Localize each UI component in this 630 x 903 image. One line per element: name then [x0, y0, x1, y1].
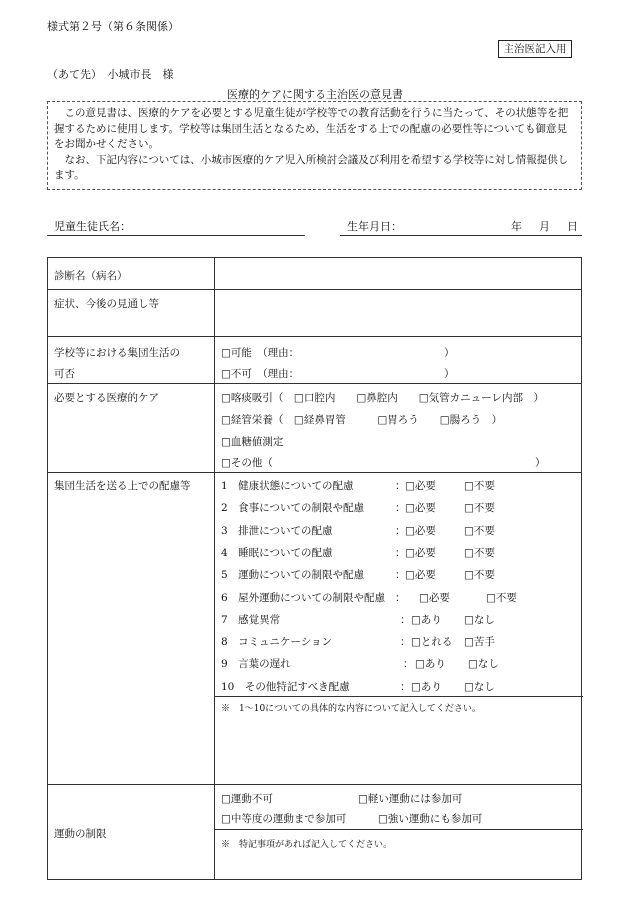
group-life-impossible-close: ）: [444, 368, 455, 380]
exercise-moderate-checkbox[interactable]: □中等度の運動まで参加可: [221, 813, 347, 825]
row-divider: [48, 472, 581, 473]
symptoms-label: 症状、今後の見通し等: [54, 298, 159, 310]
medical-care-label: 必要とする医療的ケア: [54, 392, 159, 404]
care-tube-feeding-line[interactable]: □経管栄養（ □経鼻胃管 □胃ろう □腸ろう ）: [221, 414, 503, 426]
consideration-option-2-checkbox[interactable]: □苦手: [464, 636, 495, 649]
exercise-none-checkbox[interactable]: □運動不可: [221, 793, 273, 805]
consideration-option-1-checkbox[interactable]: □とれる: [411, 636, 453, 649]
care-other-close: ）: [535, 457, 546, 469]
exercise-strong-checkbox[interactable]: □強い運動にも参加可: [378, 813, 483, 825]
consideration-option-2-checkbox[interactable]: □なし: [468, 658, 499, 671]
consideration-item-label: 2 食事についての制限や配慮: [221, 502, 364, 515]
doctor-use-badge: 主治医記入用: [498, 40, 572, 58]
birth-year-label: 年: [511, 220, 522, 233]
care-blood-glucose-checkbox[interactable]: □血糖値測定: [221, 436, 284, 448]
row-divider: [48, 336, 581, 337]
exercise-restriction-label: 運動の制限: [54, 828, 107, 840]
note-divider: [214, 696, 583, 697]
consideration-item-label: 3 排泄についての配慮: [221, 524, 333, 537]
consideration-item-label: 6 屋外運動についての制限や配慮: [221, 591, 385, 604]
birthdate-label: 生年月日：: [347, 220, 402, 233]
consideration-item-colon: ：: [395, 524, 406, 537]
diagnosis-field[interactable]: [215, 259, 582, 288]
consideration-item-colon: ：: [395, 480, 406, 492]
consideration-item-label: 9 言葉の遅れ: [221, 658, 291, 671]
consideration-option-2-checkbox[interactable]: □不要: [464, 480, 495, 492]
consideration-label: 集団生活を送る上での配慮等: [54, 480, 191, 492]
group-life-label-2: 可否: [54, 368, 75, 380]
consideration-note: ※ 1～10についての具体的な内容について記入してください。: [221, 704, 481, 714]
notice-paragraph-2: なお、下記内容については、小城市医療的ケア児入所検討会議及び利用を希望する学校等に対し情報提供します。: [54, 153, 569, 181]
consideration-item-colon: ：: [395, 502, 406, 515]
consideration-item-colon: ：: [403, 658, 414, 671]
row-divider: [48, 784, 581, 785]
student-name-label: 児童生徒氏名：: [54, 220, 131, 233]
addressee: （あて先） 小城市長 様: [47, 68, 174, 81]
consideration-option-2-checkbox[interactable]: □不要: [486, 591, 517, 604]
consideration-item-label: 1 健康状態についての配慮: [221, 480, 354, 492]
consideration-item-label: 4 睡眠についての配慮: [221, 546, 333, 559]
row-divider: [48, 383, 581, 384]
group-life-possible-checkbox[interactable]: □可能 （理由：: [221, 347, 300, 359]
group-life-possible-close: ）: [444, 347, 455, 359]
consideration-option-2-checkbox[interactable]: □不要: [464, 569, 495, 582]
consideration-option-1-checkbox[interactable]: □あり: [411, 613, 442, 626]
consideration-option-1-checkbox[interactable]: □必要: [405, 546, 436, 559]
consideration-item-colon: ：: [395, 569, 406, 582]
birth-day-label: 日: [567, 220, 578, 233]
consideration-item-label: 5 運動についての制限や配慮: [221, 569, 364, 582]
column-divider: [214, 258, 215, 879]
notice-paragraph-1: この意見書は、医療的ケアを必要とする児童生徒が学校等での教育活動を行うに当たって、その状態等を把握するために使用します。学校等は集団生活となるため、生活をする上での配慮の必要性等についても御意見をお聞かせください。: [54, 107, 569, 150]
consideration-option-1-checkbox[interactable]: □あり: [411, 680, 442, 693]
consideration-item-label: 10 その他特記すべき配慮: [221, 680, 350, 693]
diagnosis-label: 診断名（病名）: [54, 270, 128, 282]
birth-month-label: 月: [539, 220, 550, 233]
consideration-item-colon: ：: [400, 680, 411, 693]
consideration-option-2-checkbox[interactable]: □なし: [464, 680, 495, 693]
consideration-option-1-checkbox[interactable]: □必要: [419, 591, 450, 604]
consideration-option-1-checkbox[interactable]: □必要: [405, 502, 436, 515]
consideration-option-2-checkbox[interactable]: □不要: [464, 524, 495, 537]
consideration-item-colon: ：: [400, 613, 411, 626]
form-number: 様式第２号（第６条関係）: [47, 20, 179, 33]
notice-box: [47, 101, 582, 190]
birthdate-field[interactable]: [340, 235, 582, 236]
consideration-item-colon: ：: [400, 636, 411, 649]
consideration-option-1-checkbox[interactable]: □あり: [415, 658, 446, 671]
consideration-option-1-checkbox[interactable]: □必要: [405, 480, 436, 492]
consideration-item-colon: ：: [395, 546, 406, 559]
opinion-table: [47, 257, 582, 880]
note-divider: [214, 829, 583, 830]
consideration-option-1-checkbox[interactable]: □必要: [405, 569, 436, 582]
consideration-option-2-checkbox[interactable]: □不要: [464, 546, 495, 559]
consideration-option-1-checkbox[interactable]: □必要: [405, 524, 436, 537]
document-title: 医療的ケアに関する主治医の意見書: [227, 88, 403, 101]
consideration-item-colon: ：: [395, 591, 406, 604]
care-suction-line[interactable]: □喀痰吸引（ □口腔内 □鼻腔内 □気管カニューレ内部 ）: [221, 392, 544, 404]
consideration-item-label: 7 感覚異常: [221, 613, 281, 626]
group-life-label-1: 学校等における集団生活の: [54, 347, 180, 359]
exercise-light-checkbox[interactable]: □軽い運動には参加可: [358, 793, 463, 805]
group-life-impossible-checkbox[interactable]: □不可 （理由：: [221, 368, 300, 380]
student-name-field[interactable]: [47, 235, 305, 236]
consideration-option-2-checkbox[interactable]: □なし: [464, 613, 495, 626]
symptoms-field[interactable]: [215, 290, 582, 335]
consideration-option-2-checkbox[interactable]: □不要: [464, 502, 495, 515]
exercise-note: ※ 特記事項があれば記入してください。: [221, 840, 393, 850]
consideration-item-label: 8 コミュニケーション: [221, 636, 333, 649]
care-other-checkbox[interactable]: □その他（: [221, 457, 273, 469]
